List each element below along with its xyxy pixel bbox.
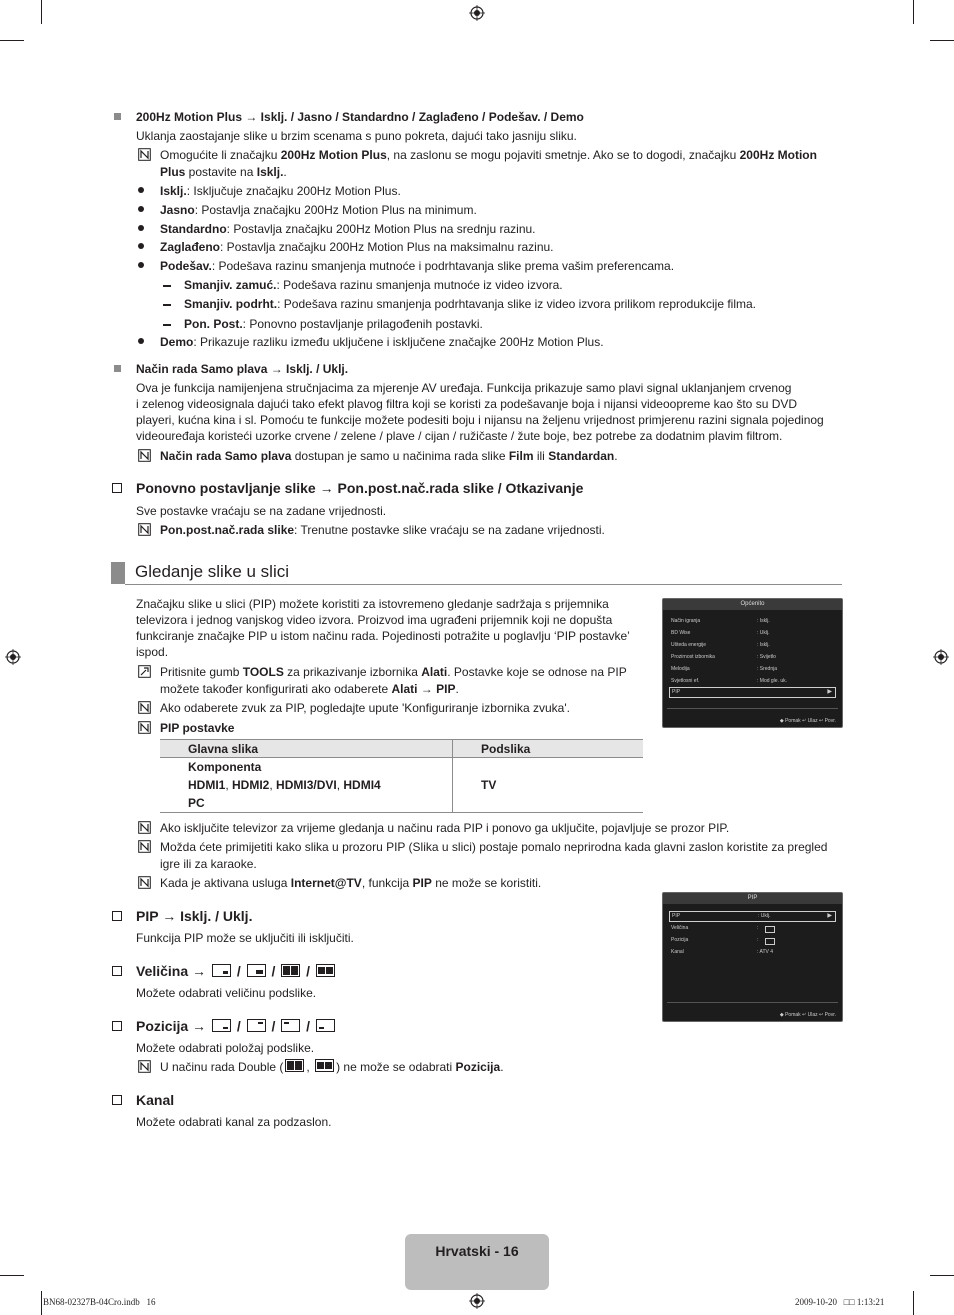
- osd-footer: ◆ Pomak ↵ Ulaz ↩ Povr.: [779, 1012, 836, 1018]
- note-text: Pritisnite gumb TOOLS za prikazivanje izbornika Alati. Postavke koje se odnose na PIP: [160, 665, 627, 679]
- osd-row: Veličina :: [669, 923, 836, 934]
- pip-position-top-right-icon: [247, 1019, 266, 1032]
- osd-footer-rule: [667, 708, 838, 709]
- osd-row: BD Wise : Uklj.: [671, 630, 770, 636]
- bullet-icon: [138, 262, 144, 268]
- dash-bullet-icon: [163, 285, 171, 287]
- list-item: Podešav.: Podešava razinu smanjenja mutnoće i podrhtavanja slike prema vašim preferencama.: [160, 259, 675, 273]
- dash-bullet-icon: [163, 304, 171, 306]
- note-text: Omogućite li značajku 200Hz Motion Plus, na zaslonu se mogu pojaviti smetnje. Ako se to dogodi, značajku 200Hz Motion: [160, 148, 817, 162]
- pip-position-icon: [765, 938, 775, 945]
- pip-size-large-icon: [247, 964, 266, 977]
- bullet-icon: [138, 206, 144, 212]
- osd-row: Svjetlosni ef. : Mod gle. uk.: [671, 678, 788, 684]
- list-item: Jasno: Postavlja značajku 200Hz Motion Plus na minimum.: [160, 203, 477, 217]
- list-subitem: Pon. Post.: Ponovno postavljanje prilagođenih postavki.: [184, 317, 483, 331]
- note-text: PIP postavke: [160, 721, 235, 735]
- bullet-icon: [138, 243, 144, 249]
- osd-pip-menu: [662, 892, 843, 1022]
- pip-size-icon: [765, 926, 775, 933]
- osd-header: PIP: [663, 893, 842, 904]
- osd-row-selected: PIP : Uklj. ▶: [669, 911, 836, 922]
- subsection-title: Ponovno postavljanje slike → Pon.post.nač.rada slike / Otkazivanje: [136, 480, 584, 496]
- section-title: 200Hz Motion Plus → Isklj. / Jasno / Standardno / Zaglađeno / Podešav. / Demo: [136, 110, 584, 124]
- table-cell: TV: [453, 758, 644, 813]
- heading-marker: [111, 562, 125, 584]
- subsection-title: PIP → Isklj. / Uklj.: [136, 908, 253, 924]
- arrow-right-icon: ▶: [827, 913, 832, 919]
- print-date: 2009-10-20 □□ 1:13:21: [795, 1297, 885, 1307]
- section-desc: Možete odabrati položaj podslike.: [136, 1041, 315, 1055]
- table-cell: [160, 758, 453, 813]
- registration-mark-icon: [5, 649, 21, 665]
- note-text: igre ili za karaoke.: [160, 857, 257, 871]
- checkbox-bullet-icon: [112, 483, 122, 493]
- pip-position-bottom-right-icon: [212, 1019, 231, 1032]
- note-text: Plus postavite na Isklj..: [160, 165, 287, 179]
- subsection-title: Kanal: [136, 1092, 175, 1108]
- registration-mark-icon: [469, 1293, 485, 1309]
- source-name: Komponenta: [188, 760, 262, 774]
- checkbox-bullet-icon: [112, 1095, 122, 1105]
- pip-double-b-icon: [315, 1059, 334, 1072]
- paragraph-line: playeri, kućna kina i sl. Pomoću te funkcije možete podesiti boju i nijansu na željenu vrijednost primjerenu razini signala pojedinog: [136, 413, 824, 427]
- pip-double-a-icon: [281, 964, 300, 977]
- crop-mark: [913, 1291, 914, 1315]
- bullet-icon: [138, 338, 144, 344]
- subsection-title: Pozicija → / / /: [136, 1017, 337, 1035]
- paragraph-line: videouređaja koristeći uzorke crvene / zelene / plave / cijan / ružičaste / žute boje, bez potrebe za dodatnim plavim filtrom.: [136, 429, 783, 443]
- checkbox-bullet-icon: [112, 966, 122, 976]
- note-text: Ako odaberete zvuk za PIP, pogledajte upute 'Konfiguriranje izbornika zvuka'.: [160, 701, 570, 715]
- registration-mark-icon: [469, 5, 485, 21]
- checkbox-bullet-icon: [112, 1021, 122, 1031]
- bullet-icon: [138, 225, 144, 231]
- crop-mark: [913, 0, 914, 24]
- crop-mark: [0, 40, 24, 41]
- crop-mark: [0, 1275, 24, 1276]
- section-desc: Sve postavke vraćaju se na zadane vrijednosti.: [136, 504, 387, 518]
- list-item: Demo: Prikazuje razliku između uključene i isključene značajke 200Hz Motion Plus.: [160, 335, 604, 349]
- subsection-title: Veličina → / / /: [136, 962, 337, 980]
- section-desc: Možete odabrati kanal za podzaslon.: [136, 1115, 332, 1129]
- osd-row: Prozirnost izbornika : Svijetlo: [671, 654, 776, 660]
- source-name: PC: [188, 796, 205, 810]
- heading-rule: [125, 584, 842, 585]
- osd-row: Ušteda energije : Isklj.: [671, 642, 770, 648]
- square-bullet-icon: [114, 113, 121, 120]
- section-title: Način rada Samo plava → Isklj. / Uklj.: [136, 362, 349, 376]
- table-header-cell: Podslika: [453, 740, 644, 758]
- note-text: Kada je aktivana usluga Internet@TV, funkcija PIP ne može se koristiti.: [160, 876, 542, 890]
- checkbox-bullet-icon: [112, 911, 122, 921]
- osd-header: Općenito: [663, 599, 842, 610]
- table-row: [160, 758, 643, 813]
- list-item: Zaglađeno: Postavlja značajku 200Hz Motion Plus na maksimalnu razinu.: [160, 240, 554, 254]
- osd-row: Pozicija :: [669, 935, 836, 946]
- list-subitem: Smanjiv. podrht.: Podešava razinu smanjenja podrhtavanja slike iz video izvora prilikom reprodukcije filma.: [184, 297, 757, 311]
- crop-mark: [930, 1275, 954, 1276]
- crop-mark: [930, 40, 954, 41]
- note-icon: [138, 840, 151, 853]
- crop-mark: [41, 1291, 42, 1315]
- table-header-cell: Glavna slika: [160, 740, 453, 758]
- paragraph-line: Značajku slike u slici (PIP) možete koristiti za istovremeno gledanje sadržaja s prijemnika: [136, 597, 609, 611]
- osd-row: Melodija : Srednja: [671, 666, 778, 672]
- note-text: Način rada Samo plava dostupan je samo u načinima rada slike Film ili Standardan.: [160, 449, 618, 463]
- paragraph-line: televizora i jednog vanjskog video izvora. Proizvod ima ugrađeni prijemnik koji ne dopušta: [136, 613, 613, 627]
- file-info: BN68-02327B-04Cro.indb 16: [43, 1297, 156, 1307]
- registration-mark-icon: [933, 649, 949, 665]
- osd-row: Kanal : ATV 4: [671, 949, 774, 955]
- note-icon: [138, 721, 151, 734]
- osd-footer-rule: [667, 1002, 838, 1003]
- note-icon: [138, 701, 151, 714]
- pip-position-top-left-icon: [281, 1019, 300, 1032]
- paragraph-line: ispod.: [136, 645, 169, 659]
- pip-position-bottom-left-icon: [316, 1019, 335, 1032]
- section-desc: Funkcija PIP može se uključiti ili isključiti.: [136, 931, 354, 945]
- square-bullet-icon: [114, 365, 121, 372]
- note-icon: [138, 1060, 151, 1073]
- note-text: možete također konfigurirati ako odaberete Alati → PIP.: [160, 682, 459, 696]
- note-icon: [138, 821, 151, 834]
- dash-bullet-icon: [163, 324, 171, 326]
- note-icon: [138, 876, 151, 889]
- list-subitem: Smanjiv. zamuć.: Podešava razinu smanjenja mutnoće iz video izvora.: [184, 278, 563, 292]
- source-name: HDMI1, HDMI2, HDMI3/DVI, HDMI4: [188, 778, 381, 792]
- note-icon: [138, 148, 151, 161]
- paragraph-line: i zelenog videosignala dajući tako efekt plavog filtra koji se koristi za podešavanje boja i nijansi videoopreme kao što su DVD: [136, 397, 798, 411]
- osd-row-selected: PIP ▶: [669, 687, 836, 698]
- osd-row: Način igranja : Isklj.: [671, 618, 770, 624]
- note-icon: [138, 523, 151, 536]
- section-desc: Možete odabrati veličinu podslike.: [136, 986, 317, 1000]
- pip-settings-table: [160, 739, 643, 813]
- note-icon: [138, 449, 151, 462]
- list-item: Standardno: Postavlja značajku 200Hz Motion Plus na srednju razinu.: [160, 222, 536, 236]
- osd-general-menu: [662, 598, 843, 728]
- pip-size-small-icon: [212, 964, 231, 977]
- bullet-icon: [138, 187, 144, 193]
- tools-icon: [138, 665, 151, 678]
- note-text: Ako isključite televizor za vrijeme gledanja u načinu rada PIP i ponovo ga uključite, pojavljuje se prozor PIP.: [160, 821, 730, 835]
- pip-double-b-icon: [316, 964, 335, 977]
- list-item: Isklj.: Isključuje značajku 200Hz Motion Plus.: [160, 184, 401, 198]
- section-heading: Gledanje slike u slici: [135, 562, 290, 581]
- table-header-row: [160, 740, 643, 758]
- note-text: U načinu rada Double ( , ) ne može se odabrati Pozicija.: [160, 1060, 504, 1074]
- crop-mark: [41, 0, 42, 24]
- osd-footer: ◆ Pomak ↵ Ulaz ↩ Povr.: [779, 718, 836, 724]
- paragraph-line: funkciranje značajke PIP u istom načinu rada. Pojedinosti potražite u poglavlju ‘PIP postavke’: [136, 629, 630, 643]
- note-text: Pon.post.nač.rada slike: Trenutne postavke slike vraćaju se na zadane vrijednosti.: [160, 523, 605, 537]
- pip-double-a-icon: [285, 1059, 304, 1072]
- paragraph-line: Ova je funkcija namijenjena stručnjacima za mjerenje AV uređaja. Funkcija prikazuje samo plavi signal uklanjanjem crvenog: [136, 381, 792, 395]
- arrow-right-icon: ▶: [827, 689, 832, 695]
- note-text: Možda ćete primijetiti kako slika u prozoru PIP (Slika u slici) postaje pomalo neprirodna kada glavni zaslon koristite za pregled: [160, 840, 828, 854]
- section-desc: Uklanja zaostajanje slike u brzim scenama s puno pokreta, dajući tako jasniju sliku.: [136, 129, 577, 143]
- page-number: Hrvatski - 16: [435, 1243, 519, 1259]
